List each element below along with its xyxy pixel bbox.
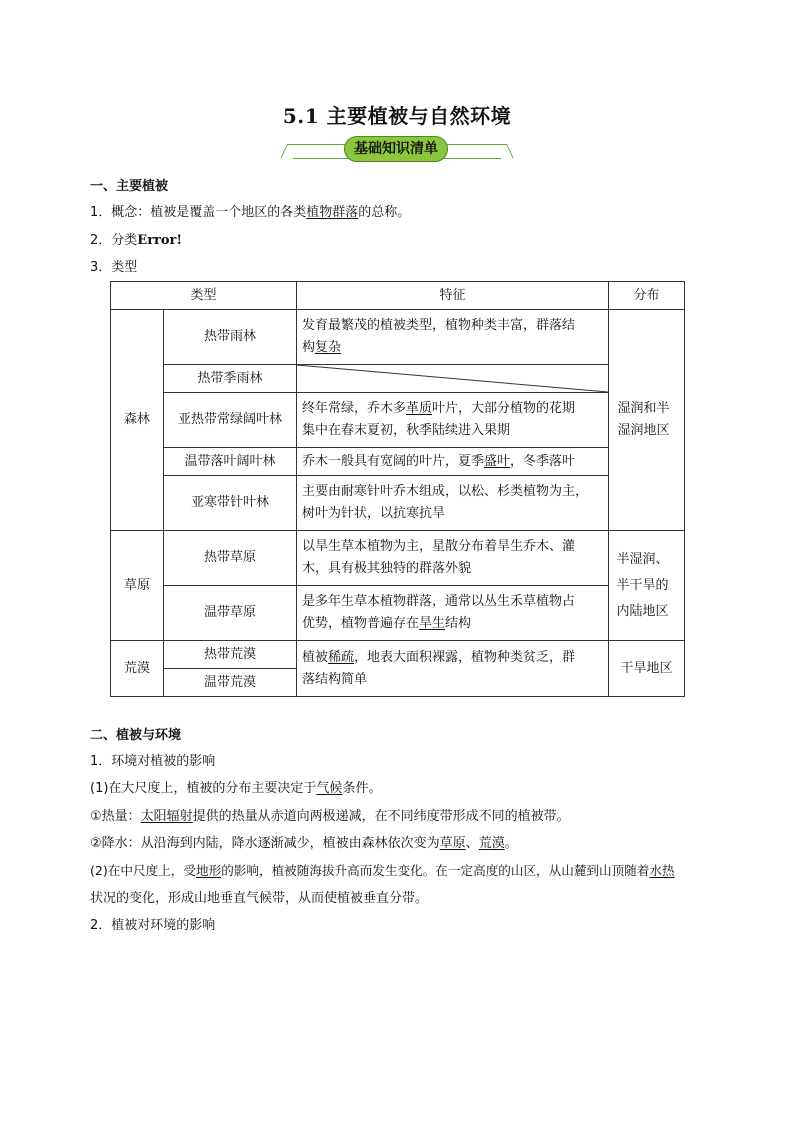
page-title: 5.1 主要植被与自然环境 [282, 104, 512, 128]
section-banner [287, 135, 507, 165]
empty-diagonal-cell [297, 365, 609, 393]
para-5: (2)在中尺度上，受地形的影响，植被随海拔升高而发生变化。在一定高度的山区，从山麓到山顶随着水热 [90, 863, 675, 878]
vegetation-types-table [110, 281, 685, 697]
row-feature: 主要由耐寒针叶乔木组成，以松、杉类植物为主， 树叶为针状，以抗寒抗旱 [297, 476, 609, 531]
header-feature: 特征 [297, 282, 609, 310]
para-1: 1．环境对植被的影响 [90, 754, 216, 769]
para-6: 状况的变化，形成山地垂直气候带，从而使植被垂直分带。 [90, 891, 429, 906]
row-feature: 乔木一般具有宽阔的叶片，夏季盛叶，冬季落叶 [297, 448, 609, 476]
row-name: 亚热带常绿阔叶林 [164, 393, 297, 448]
row-name: 热带草原 [164, 531, 297, 586]
para-3: ①热量：太阳辐射提供的热量从赤道向两极递减，在不同纬度带形成不同的植被带。 [90, 809, 570, 824]
concept-line: 1．概念：植被是覆盖一个地区的各类植物群落的总称。 [90, 205, 411, 220]
basic-knowledge-badge: 基础知识清单 [344, 136, 448, 162]
row-feature: 终年常绿，乔木多革质叶片，大部分植物的花期 集中在春末夏初，秋季陆续进入果期 [297, 393, 609, 448]
types-line: 3．类型 [90, 260, 138, 275]
classify-line: 2．分类Error! [90, 233, 183, 248]
para-2: (1)在大尺度上，植被的分布主要决定于气候条件。 [90, 781, 382, 796]
row-feature: 发育最繁茂的植被类型，植物种类丰富，群落结 构复杂 [297, 310, 609, 365]
category-forest: 森林 [111, 310, 164, 531]
row-name: 温带荒漠 [164, 669, 297, 697]
row-feature: 植被稀疏，地表大面积裸露，植物种类贫乏，群 落结构简单 [297, 641, 609, 697]
category-desert: 荒漠 [111, 641, 164, 697]
row-feature: 以旱生草本植物为主，星散分布着旱生乔木、灌 木，具有极其独特的群落外貌 [297, 531, 609, 586]
row-name: 温带草原 [164, 586, 297, 641]
row-feature: 是多年生草本植物群落，通常以丛生禾草植物占 优势，植物普遍存在旱生结构 [297, 586, 609, 641]
para-4: ②降水：从沿海到内陆，降水逐渐减少，植被由森林依次变为草原、荒漠。 [90, 836, 518, 851]
row-name: 温带落叶阔叶林 [164, 448, 297, 476]
row-name: 热带雨林 [164, 310, 297, 365]
distribution-grassland: 半湿润、半干旱的内陆地区 [609, 531, 685, 641]
row-name: 热带荒漠 [164, 641, 297, 669]
distribution-forest: 湿润和半湿润地区 [609, 310, 685, 531]
row-name: 亚寒带针叶林 [164, 476, 297, 531]
distribution-desert: 干旱地区 [609, 641, 685, 697]
header-type: 类型 [111, 282, 297, 310]
category-grassland: 草原 [111, 531, 164, 641]
row-name: 热带季雨林 [164, 365, 297, 393]
para-7: 2．植被对环境的影响 [90, 918, 216, 933]
section1-heading: 一、主要植被 [90, 179, 169, 194]
section2-heading: 二、植被与环境 [90, 728, 182, 743]
header-distribution: 分布 [609, 282, 685, 310]
